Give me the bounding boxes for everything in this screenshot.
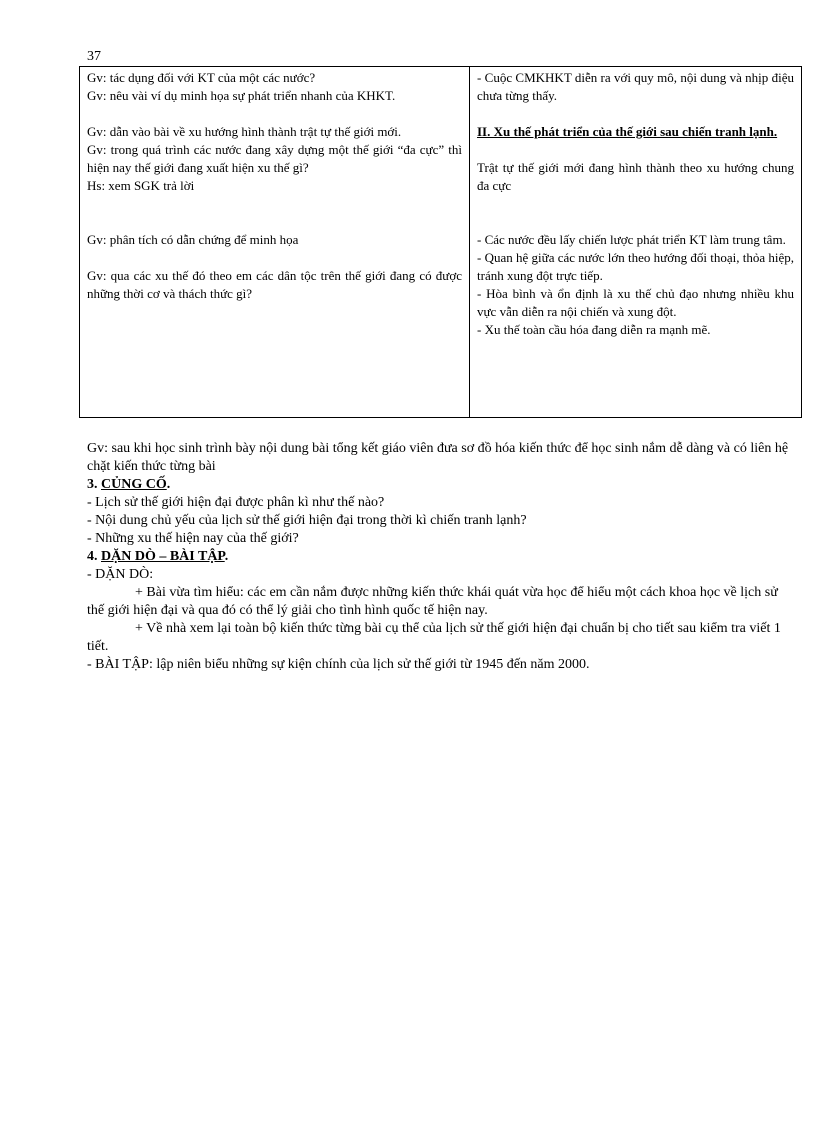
right-line: - Cuộc CMKHKT diễn ra với quy mô, nội dung và nhịp điệu chưa từng thấy. <box>477 70 794 103</box>
lesson-body <box>87 440 792 674</box>
teacher-activity-cell <box>80 67 470 418</box>
review-question: - Nội dung chủ yếu của lịch sử thế giới hiện đại trong thời kì chiến tranh lạnh? <box>87 513 527 528</box>
page-number: 37 <box>87 49 101 64</box>
section-heading: II. Xu thế phát triển của thế giới sau chiến tranh lạnh. <box>477 124 778 139</box>
left-line: Gv: tác dụng đối với KT của một các nước? <box>87 70 316 85</box>
table-row <box>80 67 802 418</box>
left-line: Gv: nêu vài ví dụ minh họa sự phát triển nhanh của KHKT. <box>87 88 396 103</box>
review-question: - Những xu thế hiện nay của thế giới? <box>87 531 299 546</box>
left-line: Gv: trong quá trình các nước đang xây dựng một thế giới “đa cực” thì hiện nay thế giới đang xuất hiện xu thế gì? <box>87 142 462 175</box>
right-line: - Các nước đều lấy chiến lược phát triển KT làm trung tâm. <box>477 232 786 247</box>
bai-tap-line: - BÀI TẬP: lập niên biểu những sự kiện chính của lịch sử thế giới từ 1945 đến năm 2000. <box>87 657 590 672</box>
section-3-heading: 3. CỦNG CỐ. <box>87 477 171 492</box>
section-4-heading: 4. DẶN DÒ – BÀI TẬP. <box>87 549 229 564</box>
dan-do-item: + Về nhà xem lại toàn bộ kiến thức từng bài cụ thể của lịch sử thế giới hiện đại chuẩn bị cho tiết sau kiểm tra viết 1 tiết. <box>87 621 781 654</box>
left-line: Gv: dẫn vào bài về xu hướng hình thành trật tự thế giới mới. <box>87 124 402 139</box>
content-cell <box>470 67 802 418</box>
section-4-number: 4. <box>87 549 98 564</box>
dan-do-label: - DẶN DÒ: <box>87 567 154 582</box>
review-question: - Lịch sử thế giới hiện đại được phân kì như thế nào? <box>87 495 385 510</box>
intro-paragraph: Gv: sau khi học sinh trình bày nội dung bài tổng kết giáo viên đưa sơ đồ hóa kiến thức để học sinh nắm dễ dàng và có liên hệ chặt kiến thức từng bài <box>87 441 789 474</box>
right-line: Trật tự thế giới mới đang hình thành theo xu hướng chung đa cực <box>477 160 794 193</box>
section-3-title: CỦNG CỐ <box>101 477 167 492</box>
left-line: Hs: xem SGK trả lời <box>87 178 195 193</box>
section-4-title: DẶN DÒ – BÀI TẬP <box>101 549 225 564</box>
right-line: - Xu thế toàn cầu hóa đang diễn ra mạnh mẽ. <box>477 322 711 337</box>
right-line: - Quan hệ giữa các nước lớn theo hướng đối thoại, thỏa hiệp, tránh xung đột trực tiếp. <box>477 250 794 283</box>
dan-do-item: + Bài vừa tìm hiểu: các em cần nắm được những kiến thức khái quát vừa học để hiểu một cách khoa học về lịch sử thế giới hiện đại và qua đó có thể lý giải cho tình hình quốc tế hiện nay. <box>87 585 778 618</box>
left-line: Gv: qua các xu thế đó theo em các dân tộc trên thế giới đang có được những thời cơ và thách thức gì? <box>87 268 462 301</box>
right-line: - Hòa bình và ổn định là xu thế chủ đạo nhưng nhiều khu vực vẫn diễn ra nội chiến và xung đột. <box>477 286 794 319</box>
section-3-number: 3. <box>87 477 98 492</box>
lesson-table <box>79 66 802 418</box>
left-line: Gv: phân tích có dẫn chứng để minh họa <box>87 232 299 247</box>
